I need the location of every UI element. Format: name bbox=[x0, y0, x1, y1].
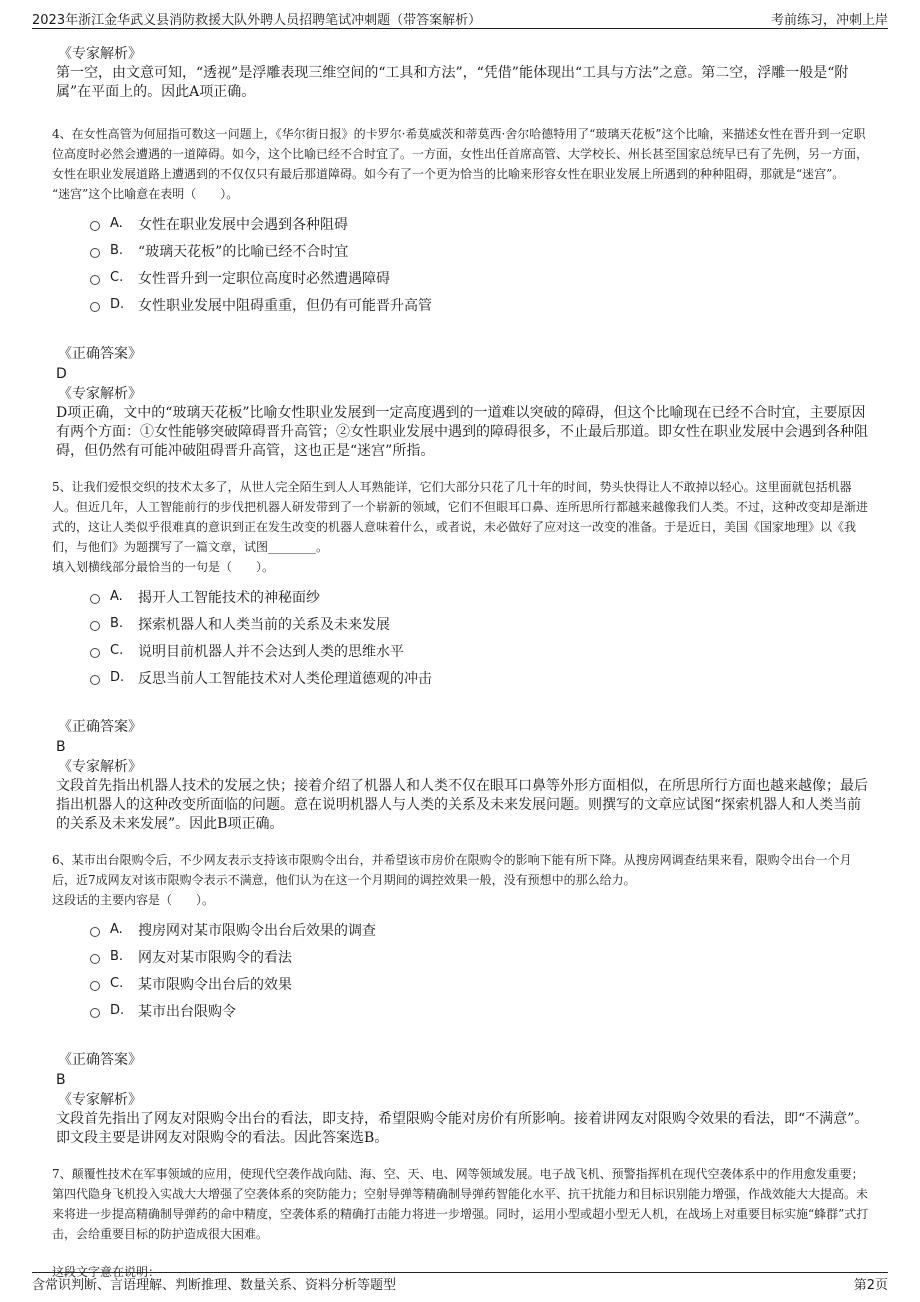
option-key: C. bbox=[110, 976, 124, 991]
option-b[interactable] bbox=[90, 237, 870, 264]
option-c[interactable] bbox=[90, 970, 870, 997]
option-key: D. bbox=[110, 670, 125, 685]
correct-answer-title: 《正确答案》 bbox=[58, 719, 142, 735]
radio-icon[interactable] bbox=[90, 302, 100, 312]
option-text: 女性在职业发展中会遇到各种阻碍 bbox=[138, 216, 348, 233]
expert-analysis-title: 《专家解析》 bbox=[58, 1092, 142, 1108]
option-d[interactable] bbox=[90, 291, 870, 318]
expert-analysis-title: 《专家解析》 bbox=[58, 46, 142, 62]
option-text: 女性职业发展中阻碍重重，但仍有可能晋升高管 bbox=[138, 297, 432, 314]
expert-analysis-text: 文段首先指出了网友对限购令出台的看法，即支持，希望限购令能对房价有所影响。接着讲网友对限购令效果的看法，即“不满意”。即文段主要是讲网友对限购令的看法。因此答案选B。 bbox=[56, 1111, 869, 1146]
option-list bbox=[90, 916, 870, 1024]
radio-icon[interactable] bbox=[90, 275, 100, 285]
correct-answer-title: 《正确答案》 bbox=[58, 1052, 142, 1068]
footer-note: 含常识判断、言语理解、判断推理、数量关系、资料分析等题型 bbox=[32, 1278, 397, 1293]
page-footer bbox=[32, 1272, 888, 1293]
option-a[interactable] bbox=[90, 583, 870, 610]
question-prompt: “迷宫”这个比喻意在表明（ ）。 bbox=[52, 187, 239, 201]
question-prompt: 这段话的主要内容是（ ）。 bbox=[52, 893, 215, 907]
option-list bbox=[90, 210, 870, 318]
option-key: A. bbox=[110, 589, 123, 604]
page-header bbox=[32, 8, 888, 29]
option-key: B. bbox=[110, 616, 124, 631]
option-a[interactable] bbox=[90, 916, 870, 943]
radio-icon[interactable] bbox=[90, 927, 100, 937]
radio-icon[interactable] bbox=[90, 648, 100, 658]
option-key: D. bbox=[110, 1003, 125, 1018]
option-text: 反思当前人工智能技术对人类伦理道德观的冲击 bbox=[138, 670, 432, 687]
radio-icon[interactable] bbox=[90, 621, 100, 631]
question-text: 6、某市出台限购令后，不少网友表示支持该市限购令出台，并希望该市房价在限购令的影响下能有所下降。从搜房网调查结果来看，限购令出台一个月后，近7成网友对该市限购令表示不满意，他们认为在这一个月期间的调控效果一般，没有预想中的那么给力。 bbox=[52, 853, 852, 887]
option-key: C. bbox=[110, 643, 124, 658]
correct-answer: D bbox=[56, 366, 67, 382]
correct-answer: B bbox=[56, 1072, 66, 1088]
option-text: 某市限购令出台后的效果 bbox=[138, 976, 292, 993]
correct-answer-title: 《正确答案》 bbox=[58, 346, 142, 362]
option-text: 网友对某市限购令的看法 bbox=[138, 949, 292, 966]
expert-analysis-text: 文段首先指出机器人技术的发展之快；接着介绍了机器人和人类不仅在眼耳口鼻等外形方面相似，在所思所行方面也越来越像；最后指出机器人的这种改变所面临的问题。意在说明机器人与人类的关系及未来发展问题。则撰写的文章应试图“探索机器人和人类当前的关系及未来发展”。因此B项正确。 bbox=[56, 778, 868, 832]
option-b[interactable] bbox=[90, 943, 870, 970]
question-prompt: 填入划横线部分最恰当的一句是（ ）。 bbox=[52, 560, 275, 574]
option-c[interactable] bbox=[90, 637, 870, 664]
option-d[interactable] bbox=[90, 664, 870, 691]
radio-icon[interactable] bbox=[90, 954, 100, 964]
radio-icon[interactable] bbox=[90, 221, 100, 231]
option-text: 探索机器人和人类当前的关系及未来发展 bbox=[138, 616, 390, 633]
radio-icon[interactable] bbox=[90, 1008, 100, 1018]
expert-analysis-title: 《专家解析》 bbox=[58, 386, 142, 402]
option-key: A. bbox=[110, 922, 123, 937]
option-key: B. bbox=[110, 949, 124, 964]
radio-icon[interactable] bbox=[90, 248, 100, 258]
page-content bbox=[52, 44, 870, 1282]
doc-title: 2023年浙江金华武义县消防救援大队外聘人员招聘笔试冲刺题（带答案解析） bbox=[32, 13, 482, 28]
radio-icon[interactable] bbox=[90, 675, 100, 685]
option-d[interactable] bbox=[90, 997, 870, 1024]
question-text: 5、让我们爱恨交织的技术太多了，从世人完全陌生到人人耳熟能详，它们大部分只花了几十年的时间，势头快得让人不敢掉以轻心。这里面就包括机器人。但近几年，人工智能前行的步伐把机器人研发带到了一个崭新的领域，它们不但眼耳口鼻、连所思所行都越来越像我们人类。不过，这种改变却是渐进式的，这让人类似乎很难真的意识到正在发生改变的机器人意味着什么，或者说，未必做好了应对这一改变的准备。于是近日，美国《国家地理》以《我们，与他们》为题撰写了一篇文章，试图________。 bbox=[52, 480, 869, 554]
option-key: B. bbox=[110, 243, 124, 258]
radio-icon[interactable] bbox=[90, 981, 100, 991]
question-text: 4、在女性高管为何屈指可数这一问题上，《华尔街日报》的卡罗尔·希莫威茨和蒂莫西·舍尔哈德特用了“玻璃天花板”这个比喻，来描述女性在晋升到一定职位高度时必然会遭遇的一道障碍。如今，这个比喻已经不合时宜了。一方面，女性出任首席高管、大学校长、州长甚至国家总统早已有了先例，另一方面，女性在职业发展道路上遭遇到的不仅仅只有最后那道障碍。如今有了一个更为恰当的比喻来形容女性在职业发展上所遇到的种种阻碍，那就是“迷宫”。 bbox=[52, 127, 869, 181]
expert-analysis-title: 《专家解析》 bbox=[58, 759, 142, 775]
question-prompt: 这段文字意在说明： bbox=[52, 1265, 161, 1279]
option-list bbox=[90, 583, 870, 691]
option-text: 某市出台限购令 bbox=[138, 1003, 236, 1020]
option-key: C. bbox=[110, 270, 124, 285]
option-key: A. bbox=[110, 216, 123, 231]
radio-icon[interactable] bbox=[90, 594, 100, 604]
option-text: 搜房网对某市限购令出台后效果的调查 bbox=[138, 922, 376, 939]
option-text: 说明目前机器人并不会达到人类的思维水平 bbox=[138, 643, 404, 660]
question-text: 7、颠覆性技术在军事领域的应用，使现代空袭作战向陆、海、空、天、电、网等领域发展。电子战飞机、预警指挥机在现代空袭体系中的作用愈发重要；第四代隐身飞机投入实战大大增强了空袭体系的突防能力；空射导弹等精确制导弹药智能化水平、抗干扰能力和目标识别能力增强，作战效能大大提高。未来将进一步提高精确制导弹药的命中精度，空袭体系的精确打击能力将进一步增强。同时，运用小型或超小型无人机，在战场上对重要目标实施“蜂群”式打击，会给重要目标的防护造成很大困难。 bbox=[52, 1167, 869, 1241]
option-text: “玻璃天花板”的比喻已经不合时宜 bbox=[138, 243, 349, 260]
correct-answer: B bbox=[56, 739, 66, 755]
option-a[interactable] bbox=[90, 210, 870, 237]
expert-analysis-text: D项正确，文中的“玻璃天花板”比喻女性职业发展到一定高度遇到的一道难以突破的障碍，但这个比喻现在已经不合时宜，主要原因有两个方面：①女性能够突破障碍晋升高管；②女性职业发展中遇到的障碍很多，不止最后那道。即女性在职业发展中会遇到各种阻碍，但仍然有可能冲破阻碍晋升高管，这也正是“迷宫”所指。 bbox=[56, 405, 868, 459]
option-text: 揭开人工智能技术的神秘面纱 bbox=[138, 589, 320, 606]
option-text: 女性晋升到一定职位高度时必然遭遇障碍 bbox=[138, 270, 390, 287]
option-c[interactable] bbox=[90, 264, 870, 291]
header-slogan: 考前练习，冲刺上岸 bbox=[770, 13, 888, 28]
expert-analysis-text: 第一空，由文意可知，“透视”是浮雕表现三维空间的“工具和方法”，“凭借”能体现出“工具与方法”之意。第二空，浮雕一般是“附属”在平面上的。因此A项正确。 bbox=[56, 65, 849, 100]
page-number: 第2页 bbox=[853, 1278, 888, 1293]
option-b[interactable] bbox=[90, 610, 870, 637]
option-key: D. bbox=[110, 297, 125, 312]
